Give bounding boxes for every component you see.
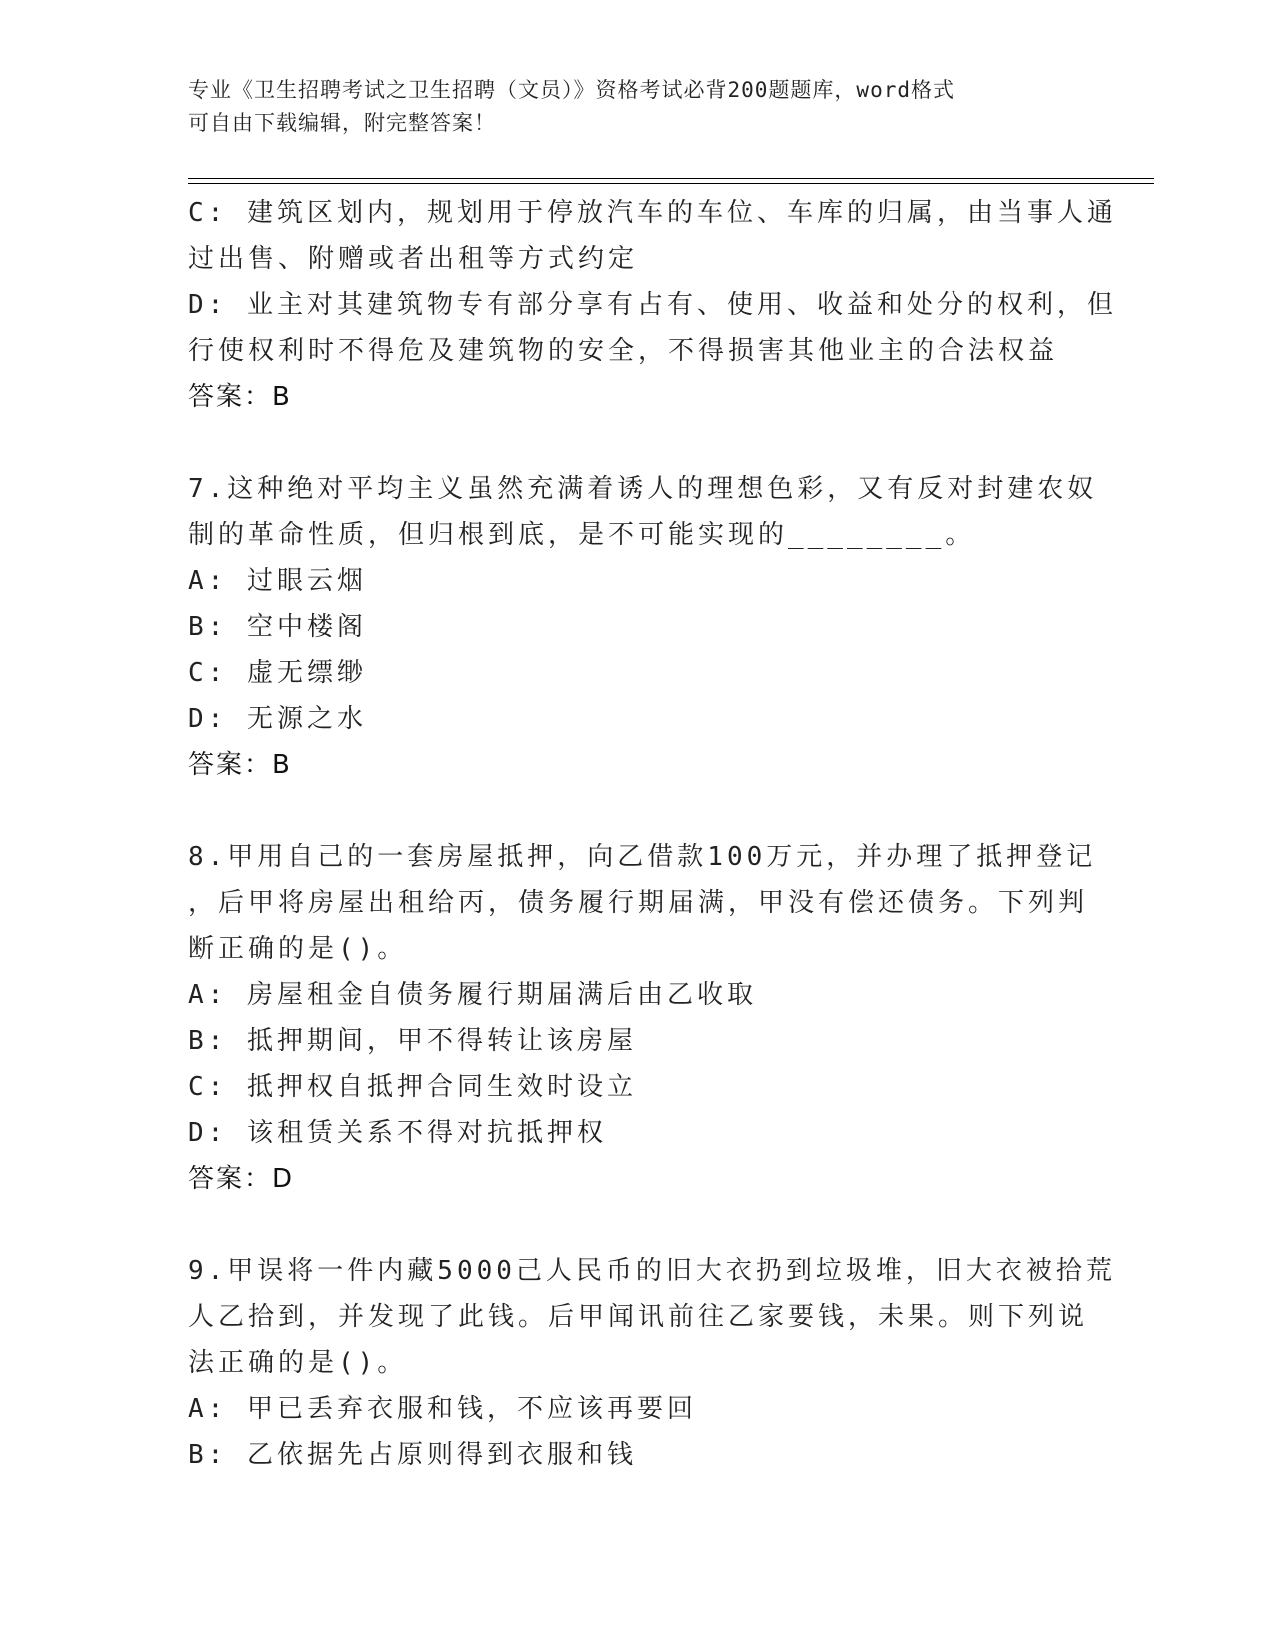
q8-option-a: A: 房屋租金自债务履行期届满后由乙收取 [188, 980, 757, 1010]
q7-option-b: B: 空中楼阁 [188, 612, 367, 642]
document-header [188, 74, 1068, 140]
q9-stem-line-1: 9.甲误将一件内藏5000己人民币的旧大衣扔到垃圾堆，旧大衣被拾荒 [188, 1256, 1116, 1286]
q6-answer: 答案：B [188, 382, 292, 412]
q8-stem-line-1: 8.甲用自己的一套房屋抵押，向乙借款100万元，并办理了抵押登记 [188, 842, 1097, 872]
q6-option-d-line-1: D: 业主对其建筑物专有部分享有占有、使用、收益和处分的权利，但 [188, 290, 1117, 320]
q7-option-d: D: 无源之水 [188, 704, 367, 734]
q8-stem-line-2: ，后甲将房屋出租给丙，债务履行期届满，甲没有偿还债务。下列判 [188, 888, 1089, 918]
question-spacer [188, 420, 1078, 466]
header-title-line-1: 专业《卫生招聘考试之卫生招聘（文员）》资格考试必背200题题库，word格式 [188, 78, 955, 102]
q7-answer: 答案：B [188, 750, 292, 780]
q9-option-b: B: 乙依据先占原则得到衣服和钱 [188, 1440, 637, 1470]
q8-option-d: D: 该租赁关系不得对抗抵押权 [188, 1118, 607, 1148]
q7-stem-line-2: 制的革命性质，但归根到底，是不可能实现的________。 [188, 520, 976, 550]
q9-stem-line-2: 人乙拾到，并发现了此钱。后甲闻讯前往乙家要钱，未果。则下列说 [188, 1302, 1089, 1332]
q7-stem-line-1: 7.这种绝对平均主义虽然充满着诱人的理想色彩，又有反对封建农奴 [188, 474, 1098, 504]
q9-stem-line-3: 法正确的是()。 [188, 1348, 408, 1378]
question-spacer [188, 1202, 1078, 1248]
question-8-block [188, 834, 1097, 1202]
q6-option-d-line-2: 行使权利时不得危及建筑物的安全，不得损害其他业主的合法权益 [188, 336, 1059, 366]
question-6-block [188, 190, 1117, 420]
question-9-block [188, 1248, 1116, 1478]
header-title-line-2: 可自由下载编辑，附完整答案！ [188, 111, 496, 135]
header-divider-top [188, 178, 1154, 179]
q6-option-c-line-1: C: 建筑区划内，规划用于停放汽车的车位、车库的归属，由当事人通 [188, 198, 1117, 228]
document-body [188, 190, 1117, 1478]
q6-option-c-line-2: 过出售、附赠或者出租等方式约定 [188, 244, 639, 274]
q7-option-a: A: 过眼云烟 [188, 566, 367, 596]
question-7-block [188, 466, 1098, 788]
q9-option-a: A: 甲已丢弃衣服和钱，不应该再要回 [188, 1394, 697, 1424]
q8-option-c: C: 抵押权自抵押合同生效时设立 [188, 1072, 637, 1102]
q8-answer: 答案：D [188, 1164, 295, 1194]
q8-option-b: B: 抵押期间，甲不得转让该房屋 [188, 1026, 637, 1056]
q8-stem-line-3: 断正确的是()。 [188, 934, 408, 964]
header-divider-bottom [188, 183, 1154, 184]
q7-option-c: C: 虚无缥缈 [188, 658, 367, 688]
question-spacer [188, 788, 1078, 834]
